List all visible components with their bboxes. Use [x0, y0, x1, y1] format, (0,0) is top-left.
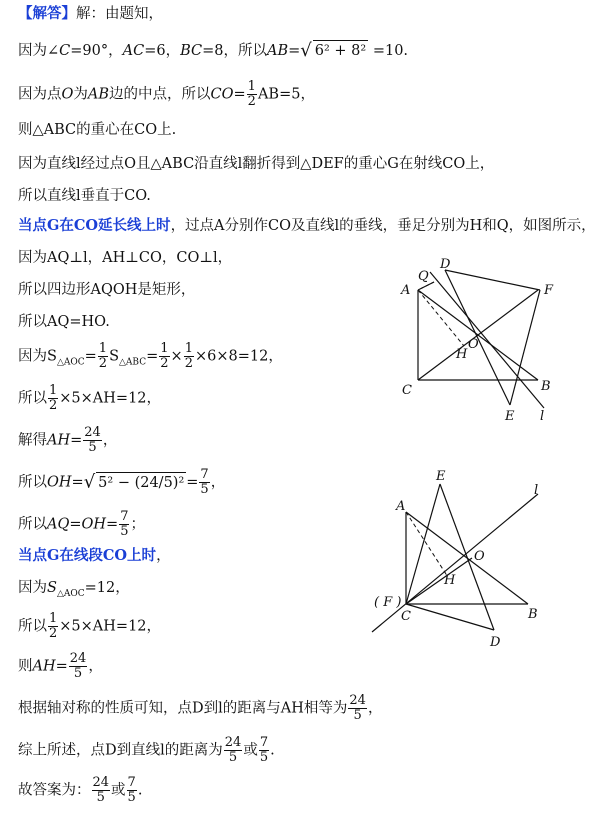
solution-header: 【解答】解：由题知，: [18, 5, 163, 22]
line-co-length: 因为点O为AB边的中点，所以CO= $\frac{1}{2}$ AB=5，: [18, 79, 315, 109]
label-f: F: [544, 283, 554, 298]
label-b: B: [541, 379, 551, 394]
line-centroid: 则△ABC的重心在CO上.: [18, 122, 177, 138]
segment-cd: [406, 604, 494, 630]
fraction: $\frac{1}{2}$: [247, 79, 256, 109]
case2-heading: 当点G在线段CO上时，: [18, 547, 171, 564]
line-fold: 因为直线l经过点O且△ABC沿直线l翻折得到△DEF的重心G在射线CO上，: [18, 156, 495, 172]
line-symmetry: 根据轴对称的性质可知，点D到l的距离与AH相等为 $\frac{24}{5}$ ，: [18, 693, 383, 723]
label-f: ( F ): [374, 595, 402, 610]
label-a: A: [396, 499, 406, 514]
label-c: C: [402, 383, 412, 398]
segment-ce: [406, 484, 440, 604]
line-final-answer: 故答案为： $\frac{24}{5}$ 或 $\frac{7}{5}$ .: [18, 775, 143, 805]
segment-co: [406, 558, 472, 604]
label-l: l: [534, 483, 539, 498]
label-e: E: [436, 469, 446, 484]
line-perp-conditions: 因为AQ⊥l，AH⊥CO，CO⊥l，: [18, 250, 233, 266]
label-a: A: [401, 283, 411, 298]
line-aq-ho: 所以AQ=HO.: [18, 314, 110, 330]
line-aq-value: 所以AQ=OH= $\frac{7}{5}$ ；: [18, 509, 145, 539]
line-area-2: 因为$S_{\triangle AOC}=12$，: [18, 580, 130, 599]
label-h: H: [444, 573, 456, 588]
label-o: O: [474, 549, 485, 564]
label-d: D: [490, 635, 501, 650]
segment-df: [445, 270, 540, 290]
label-o: O: [468, 337, 479, 352]
line-rectangle: 所以四边形AQOH是矩形，: [18, 282, 196, 298]
figure-case-2: [368, 466, 558, 656]
line-summary: 综上所述，点D到直线l的距离为 $\frac{24}{5}$ 或 $\frac{7}{5}$ .: [18, 735, 275, 765]
line-ah-value-2: 则AH= $\frac{24}{5}$ ，: [18, 651, 103, 681]
line-ah-equation-2: 所以 $\frac{1}{2}$ ×5×AH=12，: [18, 611, 162, 641]
line-area: 因为$S_{\triangle AOC}=$ $\frac{1}{2}$ $S_{\triangle ABC}=$ $\frac{1}{2}$ × $\frac{1}{2}$ ×6×8=12，: [18, 341, 283, 371]
dashed-ah: [418, 290, 464, 346]
label-b: B: [528, 607, 538, 622]
label-d: D: [440, 257, 451, 272]
line-l: [372, 494, 538, 632]
line-ah-equation: 所以 $\frac{1}{2}$ ×5×AH=12，: [18, 383, 162, 413]
answer-tag: 【解答】: [18, 5, 76, 22]
segment-ed: [440, 484, 494, 630]
line-ab-length: 因为∠C=90°，AC=6，BC=8，所以AB=√ 6² + 8² =10.: [18, 40, 409, 61]
label-l: l: [540, 409, 545, 424]
line-ah-value: 解得AH= $\frac{24}{5}$ ，: [18, 425, 118, 455]
label-h: H: [456, 347, 468, 362]
case1-heading: 当点G在CO延长线上时，过点A分别作CO及直线l的垂线，垂足分别为H和Q，如图所示，: [18, 217, 596, 234]
label-q: Q: [418, 269, 429, 284]
label-c: C: [401, 609, 411, 624]
label-e: E: [505, 409, 515, 424]
dashed-ah: [406, 512, 446, 574]
line-oh-value: 所以OH=√ 5² − (24/5)² = $\frac{7}{5}$ ，: [18, 467, 226, 497]
figure-case-1: [392, 250, 572, 430]
line-perpendicular: 所以直线l垂直于CO.: [18, 188, 151, 204]
